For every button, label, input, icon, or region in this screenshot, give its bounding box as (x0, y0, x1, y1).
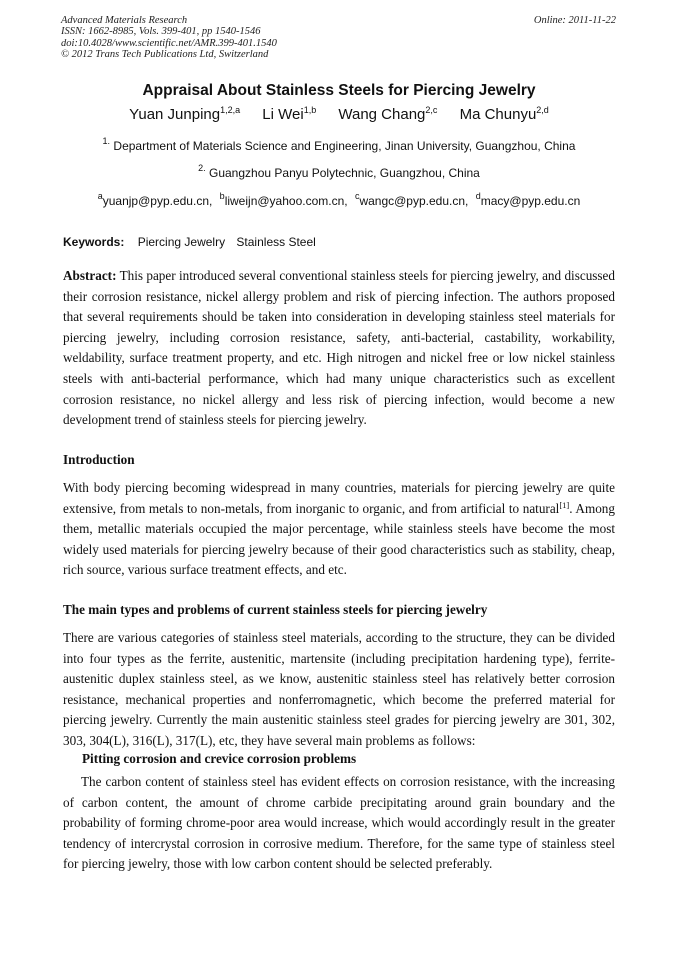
keywords-label: Keywords: (63, 235, 125, 249)
paper-title: Appraisal About Stainless Steels for Piercing Jewelry (142, 82, 536, 99)
section-heading-introduction: Introduction (63, 452, 135, 467)
email-link[interactable]: $^d$macy@pyp.edu.cn (475, 191, 581, 208)
author: Yuan Junping$^{1,2,a}$ (129, 105, 241, 123)
main-section-text: There are various categories of stainless steel materials, according to the structure, they can be divided into four types as the ferrite, austenitic, martensite (including precipitation hardening type), ferrite-austenitic duplex stainless steel, as we know, austenitic stainless steel has relatively better corrosion resistance, mechanical properties and nonferromagnetic, which become the preferred material for piercing jewelry. Currently the main austenitic stainless steel grades for piercing jewelry are 301, 302, 303, 304(L), 316(L), 317(L), etc, they have several main problems as follows: (63, 630, 615, 748)
subsection-heading-pitting: Pitting corrosion and crevice corrosion problems (82, 751, 357, 766)
email-link[interactable]: $^b$liweijn@yahoo.com.cn, (219, 191, 348, 208)
section-heading-main-types: The main types and problems of current stainless steels for piercing jewelry (63, 602, 488, 617)
keywords (63, 235, 324, 249)
keyword: Stainless Steel (236, 235, 316, 249)
email-link[interactable]: $^a$yuanjp@pyp.edu.cn, (97, 191, 213, 208)
email-list (0, 191, 678, 208)
introduction-text: With body piercing becoming widespread in many countries, materials for piercing jewelry are quite extensive, from metals to non-metals, from inorganic to organic, and from artificial to natural[1]. Among them, metallic materials occupied the major percentage, while stainless steels have become the most widely used materials for piercing jewelry because of their good characteristics such as stability, cheap, rich source, various surface treatment effects, and etc. (63, 480, 615, 578)
email-link[interactable]: $^c$wangc@pyp.edu.cn, (354, 191, 469, 208)
pitting-text: The carbon content of stainless steel has evident effects on corrosion resistance, with the increasing of carbon content, the amount of chrome carbide precipitating around grain boundary and the probability of forming chrome-poor area would increase, which would accordingly result in the greater tendency of intercrystal corrosion in corrosive medium. Therefore, for the same type of stainless steel for piercing jewelry, those with low carbon content should be selected preferably. (63, 774, 615, 872)
abstract-label: Abstract: (63, 268, 117, 283)
abstract (63, 266, 615, 431)
doi-line: doi:10.4028/www.scientific.net/AMR.399-401.1540 (61, 37, 277, 49)
keyword: Piercing Jewelry (137, 235, 226, 249)
journal-header (61, 15, 277, 61)
author: Wang Chang$^{2,c}$ (338, 105, 438, 123)
abstract-text: This paper introduced several conventional stainless steels for piercing jewelry, and discussed their corrosion resistance, nickel allergy problem and risk of piercing infection. The authors proposed that several requirements should be taken into consideration in developing stainless steel materials for piercing jewelry, including corrosion resistance, safety, anti-bacterial, castability, workability, weldability, surface treatment property, and etc. High nitrogen and nickel free or low nickel stainless steels with anti-bacterial performance, which had many unique characteristics such as excellent corrosion resistance, no nickel allergy and less risk of piercing infection, would become a new development trend of stainless steels for piercing jewelry. (63, 268, 615, 428)
journal-name: Advanced Materials Research (61, 15, 188, 26)
issn-line: ISSN: 1662-8985, Vols. 399-401, pp 1540-1546 (61, 26, 261, 38)
author: Ma Chunyu$^{2,d}$ (459, 105, 549, 123)
citation-link[interactable]: [1] (559, 499, 570, 510)
copyright-line: © 2012 Trans Tech Publications Ltd, Switzerland (61, 49, 269, 61)
online-date: Online: 2011-11-22 (533, 15, 616, 26)
author: Li Wei$^{1,b}$ (262, 105, 317, 123)
affiliation: $^{2.}$ Guangzhou Panyu Polytechnic, Guangzhou, China (198, 163, 480, 180)
affiliation: $^{1.}$ Department of Materials Science and Engineering, Jinan University, Guangzhou, China (102, 136, 576, 153)
author-list (0, 106, 678, 123)
